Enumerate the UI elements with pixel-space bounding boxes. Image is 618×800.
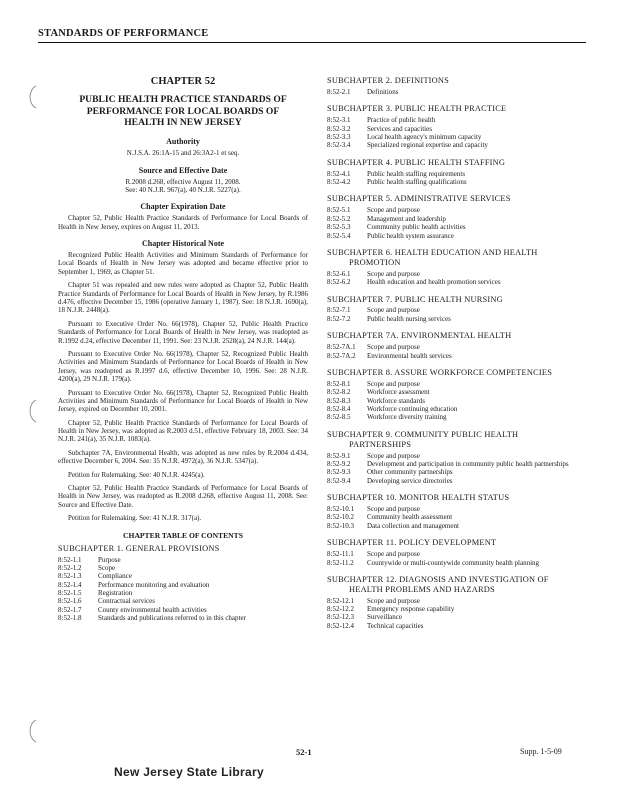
subchapter-title xyxy=(327,76,585,86)
subchapter-title xyxy=(327,430,585,450)
subchapter-title-text: SUBCHAPTER 2. DEFINITIONS xyxy=(327,76,450,85)
section-entry xyxy=(327,613,585,621)
right-column xyxy=(327,76,585,638)
section-title: Registration xyxy=(98,589,133,598)
chapter-title: CHAPTER 52 xyxy=(150,76,216,87)
section-entry xyxy=(327,477,585,485)
section-number: 8:52-1.1 xyxy=(58,555,82,564)
section-entry xyxy=(327,513,585,521)
history-paragraph: Pursuant to Executive Order No. 66(1978), Chapter 52, Recognized Public Health Activities and Minimum Standards of Performance for Local Boards of Health in New Jersey, was readopted as R.1997 d.6, effective December 10, 1996. See: 28 N.J.R. 4200(a), 29 N.J.R. 179(a). xyxy=(58,349,308,384)
section-title: Definitions xyxy=(367,87,399,96)
subchapter-title-text: SUBCHAPTER 4. PUBLIC HEALTH STAFFING xyxy=(327,157,506,167)
section-number: 8:52-1.2 xyxy=(58,563,82,572)
section-list xyxy=(327,116,585,150)
section-number: 8:52-7A.2 xyxy=(327,351,356,360)
subchapter-title xyxy=(327,194,585,204)
section-title: Scope and purpose xyxy=(367,269,420,278)
section-title: Performance monitoring and evaluation xyxy=(98,580,210,589)
subchapter-title xyxy=(327,331,585,341)
section-number: 8:52-4.1 xyxy=(327,169,351,178)
punch-hole-mark xyxy=(24,718,40,744)
section-entry xyxy=(327,380,585,388)
section-number: 8:52-3.3 xyxy=(327,132,351,141)
section-number: 8:52-12.1 xyxy=(327,596,355,605)
section-title: Scope and purpose xyxy=(367,550,420,559)
section-entry xyxy=(327,522,585,530)
section-entry xyxy=(327,559,585,567)
section-number: 8:52-11.2 xyxy=(327,558,354,567)
subchapter-title-continuation: HEALTH PROBLEMS AND HAZARDS xyxy=(349,584,495,594)
subchapter-title-text: SUBCHAPTER 6. HEALTH EDUCATION AND HEALTH xyxy=(327,247,538,257)
subchapter-title-text: SUBCHAPTER 3. PUBLIC HEALTH PRACTICE xyxy=(327,104,507,114)
section-entry xyxy=(327,178,585,186)
punch-hole-mark xyxy=(24,398,40,424)
section-entry xyxy=(327,141,585,149)
subchapter-title xyxy=(327,575,585,595)
section-entry xyxy=(58,564,308,572)
section-title: Developing service directories xyxy=(367,476,453,485)
section-title: Scope and purpose xyxy=(367,379,420,388)
section-list xyxy=(327,88,585,96)
subchapter-title-text: SUBCHAPTER 8. ASSURE WORKFORCE COMPETENCIES xyxy=(327,367,553,377)
section-number: 8:52-5.2 xyxy=(327,214,351,223)
history-paragraph: Pursuant to Executive Order No. 66(1978), Chapter 52, Public Health Practice Standards of Performance for Local Boards of Health in New Jersey, was readopted as R.1992 d.24, effective December 11, 1991. See: 23 N.J.R. 2528(a), 24 N.J.R. 144(a). xyxy=(58,319,308,345)
section-title: Workforce continuing education xyxy=(367,404,458,413)
section-number: 8:52-9.4 xyxy=(327,476,351,485)
section-entry xyxy=(327,460,585,468)
history-paragraph: Chapter 52, Public Health Practice Standards of Performance for Local Boards of Health in New Jersey, was adopted as R.2003 d.51, effective February 18, 2003. See: 34 N.J.R. 241(a), 35 N.J.R. 1083(a). xyxy=(58,418,308,444)
subchapter-title xyxy=(58,544,308,554)
subchapter-title xyxy=(327,538,585,548)
section-entry xyxy=(327,388,585,396)
section-number: 8:52-1.6 xyxy=(58,597,82,606)
subchapter-title-text: SUBCHAPTER 12. DIAGNOSIS AND INVESTIGATION OF xyxy=(327,574,549,584)
section-number: 8:52-12.2 xyxy=(327,605,355,614)
subchapter-title-continuation: PARTNERSHIPS xyxy=(349,439,412,449)
subchapter-title xyxy=(327,158,585,168)
section-title: County environmental health activities xyxy=(98,605,207,614)
left-column xyxy=(58,76,308,631)
section-number: 8:52-8.4 xyxy=(327,404,351,413)
section-entry xyxy=(327,605,585,613)
section-title: Workforce standards xyxy=(367,396,425,405)
section-entry xyxy=(327,223,585,231)
section-entry xyxy=(327,215,585,223)
history-paragraph: Petition for Rulemaking. See: 41 N.J.R. 317(a). xyxy=(68,514,202,523)
section-number: 8:52-8.1 xyxy=(327,379,351,388)
section-title: Surveillance xyxy=(367,613,402,622)
section-number: 8:52-1.4 xyxy=(58,580,82,589)
source-line: See: 40 N.J.R. 967(a), 40 N.J.R. 5227(a). xyxy=(125,185,241,194)
expiration-heading: Chapter Expiration Date xyxy=(140,202,226,212)
history-paragraph: Recognized Public Health Activities and Minimum Standards of Performance for Local Boards of Health in New Jersey was adopted and became effective prior to September 1, 1969, as Chapter 51. xyxy=(58,251,308,276)
history-paragraph: Petition for Rulemaking. See: 40 N.J.R. 4245(a). xyxy=(68,470,205,479)
library-stamp: New Jersey State Library xyxy=(114,765,264,779)
source-line: R.2008 d.268, effective August 11, 2008. xyxy=(125,177,241,186)
section-entry xyxy=(327,315,585,323)
history-paragraph: Pursuant to Executive Order No. 66(1978), Chapter 52, Recognized Public Health Activities and Minimum Standards of Performance for Local Boards of Health in New Jersey, expired on December 10, 2001. xyxy=(58,388,308,414)
page-number: 52-1 xyxy=(296,747,312,757)
section-title: Public health staffing requirements xyxy=(367,169,466,178)
subchapter-title xyxy=(327,295,585,305)
section-title: Purpose xyxy=(98,555,121,564)
section-list xyxy=(327,452,585,486)
section-number: 8:52-5.4 xyxy=(327,231,351,240)
section-title: Local health agency's minimum capacity xyxy=(367,132,482,141)
section-entry xyxy=(327,125,585,133)
section-number: 8:52-6.2 xyxy=(327,278,351,287)
authority-heading: Authority xyxy=(166,137,200,147)
section-list xyxy=(327,550,585,567)
section-title: Workforce assessment xyxy=(367,388,430,397)
section-list xyxy=(327,505,585,530)
supplement-date: Supp. 1-5-09 xyxy=(520,747,562,756)
running-header: STANDARDS OF PERFORMANCE xyxy=(38,28,586,43)
section-number: 8:52-8.5 xyxy=(327,413,351,422)
history-paragraph: Subchapter 7A, Environmental Health, was adopted as new rules by R.2004 d.434, effective December 6, 2004. See: 35 N.J.R. 4972(a), 36 N.J.R. 5347(a). xyxy=(58,448,308,466)
section-title: Specialized regional expertise and capacity xyxy=(367,141,488,150)
section-number: 8:52-10.2 xyxy=(327,513,355,522)
history-paragraph: Chapter 51 was repealed and new rules were adopted as Chapter 52, Public Health Practice Standards of Performance for Local Boards of Health in New Jersey, by R.1986 d.476, effective December 15, 1986 (operative January 1, 1987). See: 18 N.J.R. 1690(a), 18 N.J.R. 2448(a). xyxy=(58,281,308,315)
section-entry xyxy=(58,597,308,605)
section-title: Technical capacities xyxy=(367,621,424,630)
section-entry xyxy=(327,206,585,214)
section-title: Environmental health services xyxy=(367,351,452,360)
section-entry xyxy=(327,232,585,240)
expiration-text: Chapter 52, Public Health Practice Standards of Performance for Local Boards of Health in New Jersey, expires on August 11, 2013. xyxy=(58,214,308,231)
subchapter-title xyxy=(327,493,585,503)
section-entry xyxy=(327,116,585,124)
section-number: 8:52-11.1 xyxy=(327,550,354,559)
section-entry xyxy=(327,306,585,314)
section-number: 8:52-9.3 xyxy=(327,468,351,477)
section-number: 8:52-5.3 xyxy=(327,223,351,232)
section-number: 8:52-6.1 xyxy=(327,269,351,278)
section-title: Practice of public health xyxy=(367,116,436,125)
authority-text: N.J.S.A. 26:1A-15 and 26:3A2-1 et seq. xyxy=(126,149,240,158)
section-entry xyxy=(58,614,308,622)
section-entry xyxy=(58,589,308,597)
section-number: 8:52-1.3 xyxy=(58,572,82,581)
section-list xyxy=(327,343,585,360)
section-number: 8:52-10.1 xyxy=(327,505,355,514)
subchapter-title-text: SUBCHAPTER 11. POLICY DEVELOPMENT xyxy=(327,538,497,548)
section-title: Compliance xyxy=(98,572,132,581)
section-entry xyxy=(327,270,585,278)
section-entry xyxy=(327,397,585,405)
section-entry xyxy=(327,452,585,460)
section-entry xyxy=(327,622,585,630)
section-title: Scope and purpose xyxy=(367,596,420,605)
section-entry xyxy=(327,170,585,178)
section-title: Scope and purpose xyxy=(367,206,420,215)
section-title: Scope xyxy=(98,563,116,572)
subchapter-title-text: SUBCHAPTER 10. MONITOR HEALTH STATUS xyxy=(327,493,510,503)
section-list xyxy=(327,270,585,287)
section-number: 8:52-7A.1 xyxy=(327,343,356,352)
subchapter-title-text: SUBCHAPTER 1. GENERAL PROVISIONS xyxy=(58,543,220,553)
section-number: 8:52-8.3 xyxy=(327,396,351,405)
section-list xyxy=(327,306,585,323)
section-number: 8:52-7.1 xyxy=(327,306,351,315)
section-number: 8:52-9.2 xyxy=(327,459,351,468)
section-number: 8:52-4.2 xyxy=(327,178,351,187)
section-title: Countywide or multi-countywide community health planning xyxy=(367,558,540,567)
section-entry xyxy=(327,597,585,605)
section-entry xyxy=(327,413,585,421)
history-heading: Chapter Historical Note xyxy=(141,239,225,249)
section-number: 8:52-8.2 xyxy=(327,388,351,397)
section-list xyxy=(327,206,585,240)
punch-hole-mark xyxy=(24,84,40,110)
section-number: 8:52-1.5 xyxy=(58,589,82,598)
section-title: Public health system assurance xyxy=(367,231,454,240)
subchapter-title-text: SUBCHAPTER 5. ADMINISTRATIVE SERVICES xyxy=(327,194,511,204)
source-heading: Source and Effective Date xyxy=(138,165,228,175)
section-number: 8:52-3.1 xyxy=(327,116,351,125)
section-entry xyxy=(327,550,585,558)
section-title: Public health staffing qualifications xyxy=(367,178,467,187)
section-entry xyxy=(327,468,585,476)
section-title: Community health assessment xyxy=(367,513,453,522)
section-list xyxy=(58,556,308,623)
section-entry xyxy=(327,352,585,360)
section-title: Community public health activities xyxy=(367,223,466,232)
section-list xyxy=(327,170,585,187)
subchapter-title xyxy=(327,104,585,114)
section-number: 8:52-12.4 xyxy=(327,621,355,630)
section-number: 8:52-10.3 xyxy=(327,521,355,530)
subchapter-title xyxy=(327,248,585,268)
section-entry xyxy=(327,133,585,141)
history-paragraph: Chapter 52, Public Health Practice Standards of Performance for Local Boards of Health in New Jersey, was readopted as R.2008 d.268, effective August 11, 2008. See: Source and Effective Date. xyxy=(58,484,308,509)
subchapter-title-text: SUBCHAPTER 9. COMMUNITY PUBLIC HEALTH xyxy=(327,429,519,439)
section-title: Contractual services xyxy=(98,597,155,606)
section-list xyxy=(327,597,585,631)
section-title: Other community partnerships xyxy=(367,468,453,477)
section-title: Scope and purpose xyxy=(367,306,420,315)
section-entry xyxy=(58,581,308,589)
section-number: 8:52-12.3 xyxy=(327,613,355,622)
section-entry xyxy=(58,606,308,614)
section-number: 8:52-5.1 xyxy=(327,206,351,215)
section-entry xyxy=(58,572,308,580)
section-title: Standards and publications referred to in this chapter xyxy=(98,614,246,623)
section-number: 8:52-1.8 xyxy=(58,614,82,623)
chapter-subtitle: PUBLIC HEALTH PRACTICE STANDARDS OF PERFORMANCE FOR LOCAL BOARDS OF HEALTH IN NEW JERSEY xyxy=(79,94,287,129)
section-number: 8:52-2.1 xyxy=(327,87,351,96)
section-number: 8:52-3.2 xyxy=(327,124,351,133)
section-title: Scope and purpose xyxy=(367,451,420,460)
section-title: Management and leadership xyxy=(367,214,446,223)
section-entry xyxy=(327,505,585,513)
section-title: Emergency response capability xyxy=(367,605,455,614)
section-list xyxy=(327,380,585,422)
section-number: 8:52-7.2 xyxy=(327,314,351,323)
section-title: Public health nursing services xyxy=(367,314,451,323)
section-title: Scope and purpose xyxy=(367,505,420,514)
section-title: Services and capacities xyxy=(367,124,432,133)
toc-heading: CHAPTER TABLE OF CONTENTS xyxy=(123,530,243,540)
left-toc xyxy=(58,544,308,623)
section-number: 8:52-9.1 xyxy=(327,451,351,460)
subchapter-title-text: SUBCHAPTER 7A. ENVIRONMENTAL HEALTH xyxy=(327,331,512,341)
section-entry xyxy=(327,343,585,351)
section-number: 8:52-3.4 xyxy=(327,141,351,150)
section-title: Workforce diversity training xyxy=(367,413,447,422)
section-title: Data collection and management xyxy=(367,521,459,530)
section-title: Health education and health promotion services xyxy=(367,278,501,287)
section-number: 8:52-1.7 xyxy=(58,605,82,614)
subchapter-title-text: SUBCHAPTER 7. PUBLIC HEALTH NURSING xyxy=(327,294,503,304)
section-title: Scope and purpose xyxy=(367,343,420,352)
subchapter-title xyxy=(327,368,585,378)
subchapter-title-continuation: PROMOTION xyxy=(349,257,401,267)
section-entry xyxy=(327,405,585,413)
section-entry xyxy=(327,278,585,286)
section-title: Development and participation in community public health partnerships xyxy=(367,459,569,468)
section-entry xyxy=(58,556,308,564)
section-entry xyxy=(327,88,585,96)
